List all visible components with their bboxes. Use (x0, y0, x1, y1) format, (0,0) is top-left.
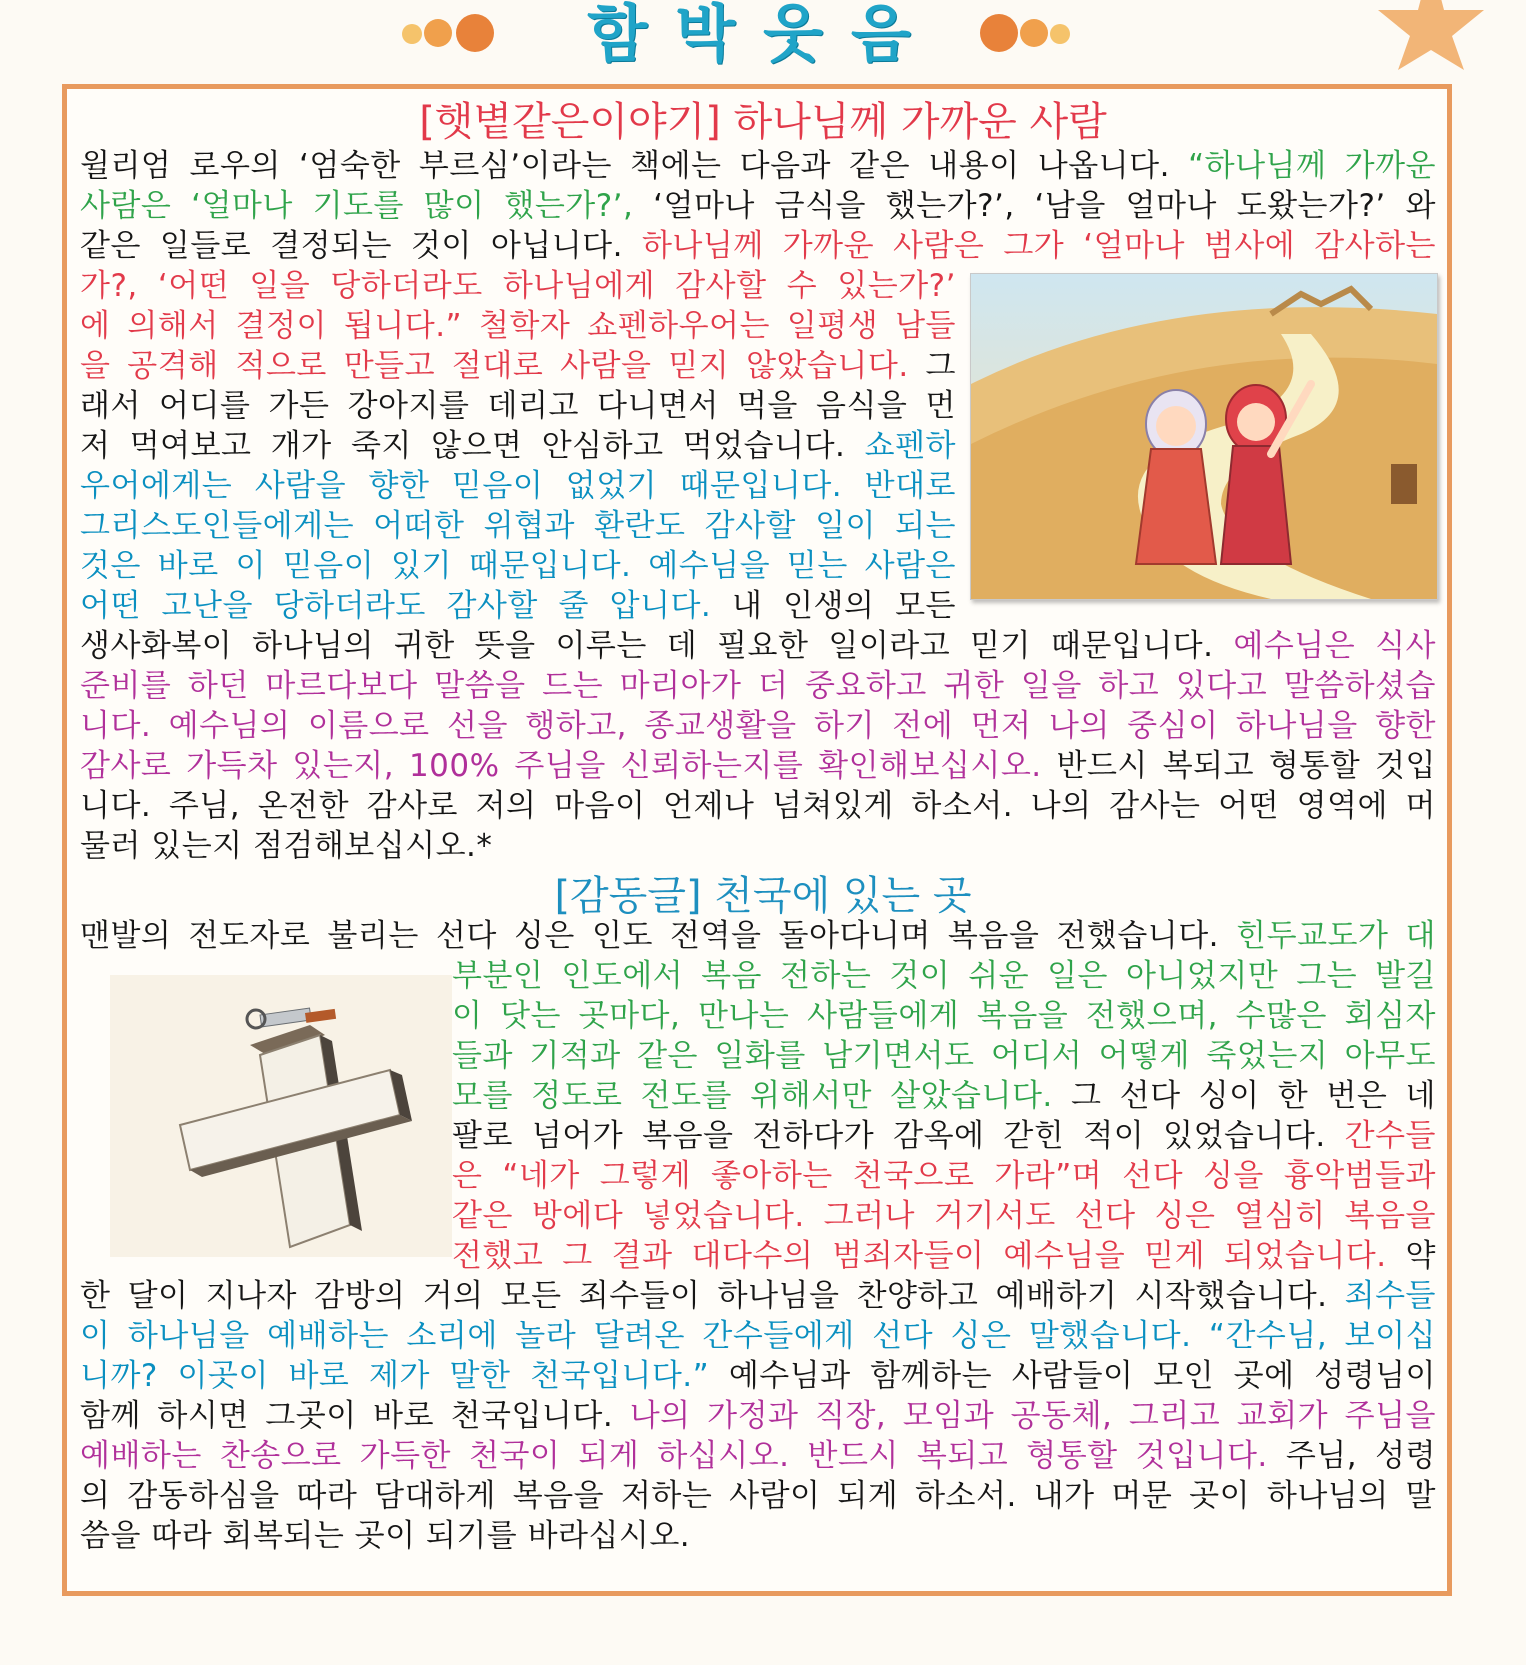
text-segment: 윌리엄 로우의 ‘엄숙한 부르심’이라는 책에는 다음과 같은 내용이 나옵니다. (80, 148, 1189, 184)
text-segment: 같은 방에다 넣었습니다. 그러나 거기서도 선다 싱은 열심히 복음을 (452, 1198, 1436, 1234)
page-header (0, 0, 1526, 80)
text-segment: 팔로 넘어가 복음을 전하다가 감옥에 갇힌 적이 있었습니다. (452, 1118, 1345, 1154)
text-segment: 나의 가정과 직장, 모임과 공동체, 그리고 교회가 주님을 (629, 1398, 1436, 1434)
text-segment: 니까? 이곳이 바로 제가 말한 천국입니다.” (80, 1358, 710, 1394)
text-line (452, 1236, 1436, 1276)
text-segment: 내 인생의 모든 (711, 588, 956, 624)
text-line (452, 1196, 1436, 1236)
text-segment: 가?, ‘어떤 일을 당하더라도 하나님에게 감사할 수 있는가?’ (80, 268, 956, 304)
text-line (80, 306, 956, 346)
text-segment: 함께 하시면 그곳이 바로 천국입니다. (80, 1398, 630, 1434)
women-walking-illustration (970, 273, 1438, 600)
text-segment: 을 공격해 적으로 만들고 절대로 사람을 믿지 않았습니다. (80, 348, 909, 384)
masthead-title: 함박웃음 (587, 0, 939, 70)
text-segment: 니다. 예수님의 이름으로 선을 행하고, 종교생활을 하기 전에 먼저 나의 중심이 하나님을 향한 (80, 708, 1436, 744)
text-segment: 모를 정도로 전도를 위해서만 살았습니다. (452, 1078, 1053, 1114)
star-ornament (1378, 0, 1484, 70)
text-segment: 쇼펜하 (864, 428, 956, 464)
section1-closing-text (80, 626, 1436, 866)
text-line (452, 1076, 1436, 1116)
text-segment: 은 “네가 그렇게 좋아하는 천국으로 가라”며 선다 싱을 흉악범들과 (452, 1158, 1436, 1194)
text-segment: ‘얼마나 금식을 했는가?’, ‘남을 얼마나 도왔는가?’ 와 (633, 188, 1436, 224)
text-line (452, 996, 1436, 1036)
text-segment: 부분인 인도에서 복음 전하는 것이 쉬운 일은 아니었지만 그는 발길 (452, 958, 1436, 994)
text-segment: 예수님과 함께하는 사람들이 모인 곳에 성령님이 (709, 1358, 1436, 1394)
text-line (80, 426, 956, 466)
text-line (80, 226, 1436, 266)
text-segment: 감사로 가득차 있는지, 100% 주님을 신뢰하는지를 확인해보십시오. (80, 748, 1042, 784)
section2-title: [감동글] 천국에 있는 곳 (554, 873, 972, 919)
section1-wrapped-text (80, 266, 956, 626)
text-segment: 생사화복이 하나님의 귀한 뜻을 이루는 데 필요한 일이라고 믿기 때문입니다. (80, 628, 1234, 664)
text-line (80, 346, 956, 386)
text-line (80, 746, 1436, 786)
text-line (80, 386, 956, 426)
text-segment: 예수님은 식사 (1233, 628, 1437, 664)
text-segment: 이 하나님을 예배하는 소리에 놀라 달려온 간수들에게 선다 싱은 말했습니다. “간수님, 보이십 (80, 1318, 1436, 1354)
text-line (80, 1396, 1436, 1436)
text-segment: 이 닷는 곳마다, 만나는 사람들에게 복음을 전했으며, 수많은 회심자 (452, 998, 1436, 1034)
text-line (80, 826, 1436, 866)
text-line (80, 146, 1436, 186)
cross-painting-illustration (110, 975, 452, 1257)
text-line (80, 1436, 1436, 1476)
text-segment: 에 의해서 결정이 됩니다.” 철학자 쇼펜하우어는 일평생 남들 (80, 308, 956, 344)
text-segment: 준비를 하던 마르다보다 말씀을 드는 마리아가 더 중요하고 귀한 일을 하고 있다고 말씀하셨습 (80, 668, 1436, 704)
text-line (80, 1476, 1436, 1516)
text-segment: 그 (908, 348, 956, 384)
text-line (80, 1356, 1436, 1396)
section2-intro-text (80, 916, 1436, 956)
text-segment: 전했고 그 결과 대다수의 범죄자들이 예수님을 믿게 되었습니다. (452, 1238, 1387, 1274)
text-segment: 하나님께 가까운 사람은 그가 ‘얼마나 범사에 감사하는 (641, 228, 1436, 264)
text-segment: 약 (1386, 1238, 1436, 1274)
text-segment: 같은 일들로 결정되는 것이 아닙니다. (80, 228, 642, 264)
text-line (80, 786, 1436, 826)
text-line (452, 956, 1436, 996)
text-line (80, 546, 956, 586)
text-segment: 맨발의 전도자로 불리는 선다 싱은 인도 전역을 돌아다니며 복음을 전했습니다. (80, 918, 1237, 954)
text-segment: “하나님께 가까운 (1188, 148, 1436, 184)
text-line (452, 1036, 1436, 1076)
text-segment: 힌두교도가 대 (1236, 918, 1437, 954)
text-segment: 래서 어디를 가든 강아지를 데리고 다니면서 먹을 음식을 먼 (80, 388, 956, 424)
text-line (80, 266, 956, 306)
text-segment: 예배하는 찬송으로 가득한 천국이 되게 하십시오. 반드시 복되고 형통할 것입니다. (80, 1438, 1268, 1474)
text-segment: 간수들 (1344, 1118, 1436, 1154)
text-segment: 씀을 따라 회복되는 곳이 되기를 바라십시오. (80, 1518, 691, 1554)
section1-intro-text (80, 146, 1436, 266)
text-segment: 니다. 주님, 온전한 감사로 저의 마음이 언제나 넘쳐있게 하소서. 나의 감사는 어떤 영역에 머 (80, 788, 1436, 824)
text-segment: 것은 바로 이 믿음이 있기 때문입니다. 예수님을 믿는 사람은 (80, 548, 956, 584)
text-line (80, 666, 1436, 706)
text-line (80, 506, 956, 546)
text-line (80, 1276, 1436, 1316)
text-segment: 들과 기적과 같은 일화를 남기면서도 어디서 어떻게 죽었는지 아무도 (452, 1038, 1436, 1074)
text-segment: 물러 있는지 점검해보십시오.* (80, 828, 493, 864)
text-line (80, 466, 956, 506)
text-line (80, 626, 1436, 666)
section1-title: [햇볕같은이야기] 하나님께 가까운 사람 (419, 99, 1107, 145)
text-segment: 우어에게는 사람을 향한 믿음이 없었기 때문입니다. 반대로 (80, 468, 956, 504)
text-segment: 사람은 ‘얼마나 기도를 많이 했는가?’, (80, 188, 634, 224)
text-line (80, 1516, 1436, 1556)
text-segment: 죄수들 (1344, 1278, 1436, 1314)
section2-wrapped-text (452, 956, 1436, 1276)
text-segment: 반드시 복되고 형통할 것입 (1041, 748, 1437, 784)
text-segment: 한 달이 지나자 감방의 거의 모든 죄수들이 하나님을 찬양하고 예배하기 시작했습니다. (80, 1278, 1345, 1314)
text-segment: 그리스도인들에게는 어떠한 위협과 환란도 감사할 일이 되는 (80, 508, 956, 544)
text-line (452, 1156, 1436, 1196)
section2-closing-text (80, 1276, 1436, 1556)
text-line (80, 1316, 1436, 1356)
text-segment: 저 먹여보고 개가 죽지 않으면 안심하고 먹었습니다. (80, 428, 865, 464)
text-line (80, 586, 956, 626)
text-line (80, 706, 1436, 746)
text-segment: 주님, 성령 (1267, 1438, 1436, 1474)
text-segment: 그 선다 싱이 한 번은 네 (1052, 1078, 1437, 1114)
text-segment: 어떤 고난을 당하더라도 감사할 줄 압니다. (80, 588, 712, 624)
text-line (80, 186, 1436, 226)
text-segment: 의 감동하심을 따라 담대하게 복음을 저하는 사람이 되게 하소서. 내가 머문 곳이 하나님의 말 (80, 1478, 1436, 1514)
text-line (80, 916, 1436, 956)
text-line (452, 1116, 1436, 1156)
